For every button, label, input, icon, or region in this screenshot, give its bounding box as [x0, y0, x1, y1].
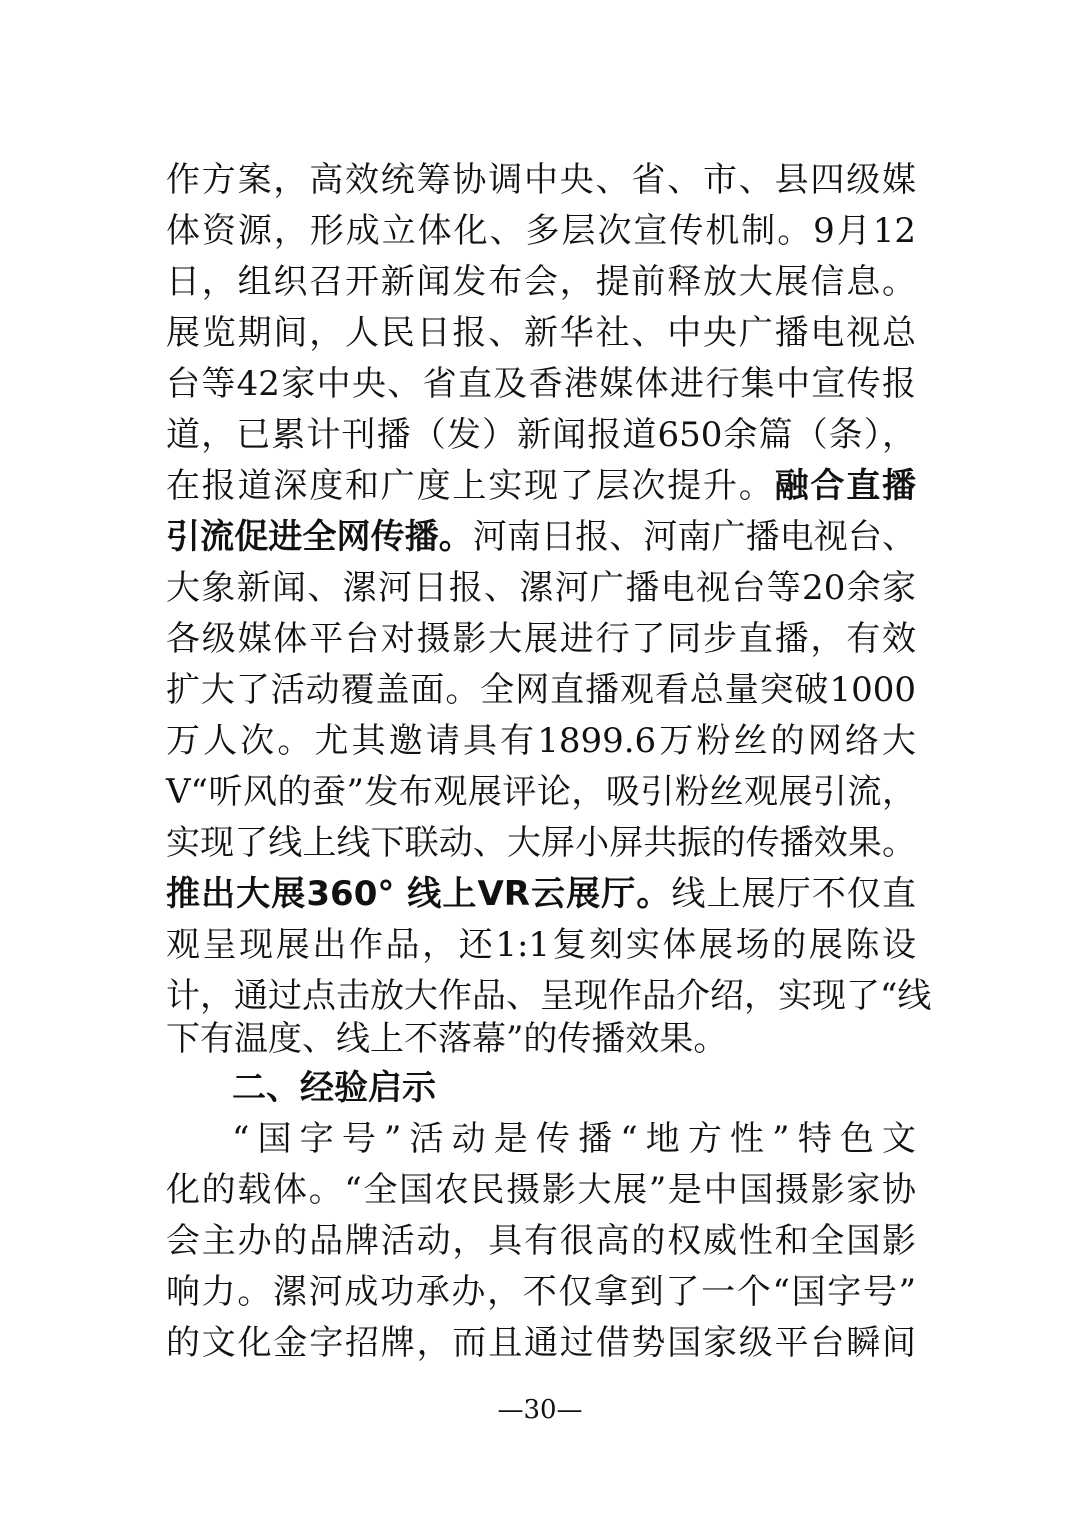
body-text-line: “国字号”活动是传播“地方性”特色文	[232, 1119, 916, 1159]
body-text-line: 的文化金字招牌，而且通过借势国家级平台瞬间	[166, 1323, 916, 1363]
body-text-line: 扩大了活动覆盖面。全网直播观看总量突破1000	[166, 670, 916, 710]
body-text-line: 响力。漯河成功承办，不仅拿到了一个“国字号”	[166, 1272, 916, 1312]
body-text-line: 计，通过点击放大作品、呈现作品介绍，实现了“线	[166, 976, 932, 1016]
bold-lead-phrase: 融合直播	[774, 466, 917, 506]
body-text-segment: 河南日报、河南广播电视台、	[472, 517, 917, 557]
body-text-line: V“听风的蚕”发布观展评论，吸引粉丝观展引流，	[166, 772, 916, 812]
body-text-line: 万人次。尤其邀请具有1899.6万粉丝的网络大	[166, 721, 916, 761]
body-text-line: 日，组织召开新闻发布会，提前释放大展信息。	[166, 262, 916, 302]
body-text-line: 展览期间，人民日报、新华社、中央广播电视总	[166, 313, 916, 353]
body-text-line: 大象新闻、漯河日报、漯河广播电视台等20余家	[166, 568, 916, 608]
body-text-line-with-bold	[166, 461, 916, 511]
body-text-line: 体资源，形成立体化、多层次宣传机制。9月12	[166, 211, 916, 251]
body-text-line: 下有温度、线上不落幕”的传播效果。	[166, 1019, 728, 1059]
section-heading: 二、经验启示	[232, 1068, 436, 1108]
body-text-line: 台等42家中央、省直及香港媒体进行集中宣传报	[166, 364, 916, 404]
body-text-line: 会主办的品牌活动，具有很高的权威性和全国影	[166, 1221, 916, 1261]
body-text-line: 观呈现展出作品，还1:1复刻实体展场的展陈设	[166, 925, 916, 965]
body-text-segment: 在报道深度和广度上实现了层次提升。	[166, 466, 775, 506]
page-number: —30—	[497, 1395, 583, 1425]
bold-lead-phrase: 推出大展360° 线上VR云展厅。	[166, 874, 672, 914]
body-text-line-with-bold	[166, 869, 916, 919]
body-text-line: 实现了线上线下联动、大屏小屏共振的传播效果。	[166, 823, 916, 863]
body-text-line: 作方案，高效统筹协调中央、省、市、县四级媒	[166, 160, 916, 200]
bold-lead-phrase: 引流促进全网传播。	[166, 517, 473, 557]
body-text-line: 各级媒体平台对摄影大展进行了同步直播，有效	[166, 619, 916, 659]
body-text-segment: 线上展厅不仅直	[671, 874, 916, 914]
body-text-line: 化的载体。“全国农民摄影大展”是中国摄影家协	[166, 1170, 916, 1210]
body-text-line-with-bold	[166, 512, 916, 562]
body-text-line: 道，已累计刊播（发）新闻报道650余篇（条），	[166, 415, 916, 455]
